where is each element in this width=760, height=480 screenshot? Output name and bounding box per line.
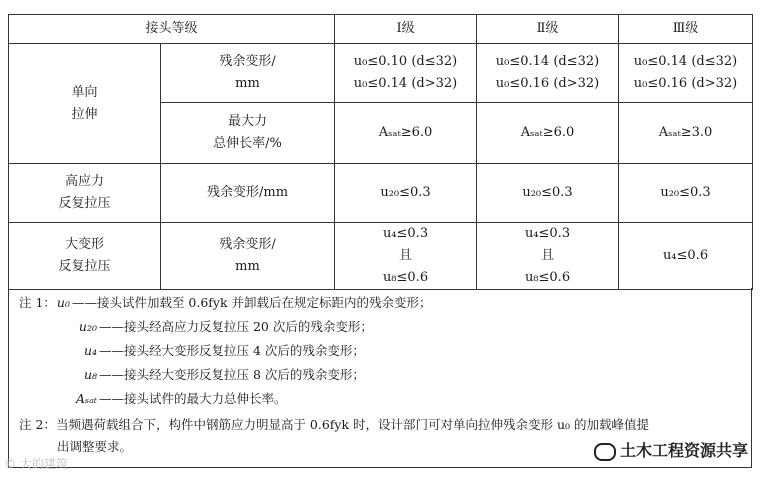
- note-2-row: [19, 416, 649, 434]
- formula: u₀≤0.14 (d≤32): [495, 54, 600, 69]
- group-uniaxial: [9, 44, 161, 164]
- label-line: 残余变形/: [219, 54, 276, 69]
- label-line: mm: [235, 76, 260, 91]
- note-row: [53, 366, 365, 384]
- group-line: 反复拉压: [58, 259, 111, 274]
- cell-residual-g3: [619, 44, 753, 103]
- note-text: ——接头经大变形反复拉压 8 次后的残余变形；: [99, 367, 365, 382]
- formula: u₀≤0.16 (d>32): [633, 76, 738, 91]
- note-2-prefix: 注 2：: [19, 417, 56, 432]
- cell-residual-g2: [477, 44, 619, 103]
- note-symbol: u₀: [56, 295, 70, 310]
- row-large-deform: [9, 223, 753, 290]
- row-uniaxial-residual: [9, 44, 753, 103]
- watermark-left: © 大的建筑: [4, 457, 68, 471]
- header-grade-3: Ⅲ级: [619, 15, 753, 44]
- header-grade-label: 接头等级: [9, 15, 335, 44]
- label-max-force: [161, 103, 335, 164]
- note-symbol: u₄: [83, 343, 97, 358]
- cell-largedeform-g2: [477, 223, 619, 290]
- watermark-right-text: 土木工程资源共享: [619, 441, 748, 460]
- cell-maxforce-g3: Aₛₐₜ≥3.0: [619, 103, 753, 164]
- formula: u₀≤0.10 (d≤32): [353, 54, 458, 69]
- row-high-stress: [9, 164, 753, 223]
- note-text: ——接头试件加载至 0.6fyk 并卸载后在规定标距内的残余变形；: [71, 295, 432, 310]
- note-symbol: u₈: [83, 367, 97, 382]
- cell-largedeform-g3: u₄≤0.6: [619, 223, 753, 290]
- group-line: 高应力: [64, 174, 104, 189]
- label-residual-deform: [161, 44, 335, 103]
- cell-highstress-g1: u₂₀≤0.3: [335, 164, 477, 223]
- note-text: ——接头经大变形反复拉压 4 次后的残余变形；: [99, 343, 365, 358]
- group-uniaxial-line: 单向: [71, 84, 98, 100]
- conjunction: 且: [541, 248, 555, 263]
- label-high-stress: 残余变形/mm: [161, 164, 335, 223]
- cell-maxforce-g1: Aₛₐₜ≥6.0: [335, 103, 477, 164]
- wechat-icon: [594, 443, 616, 461]
- formula: u₀≤0.14 (d>32): [353, 76, 458, 91]
- note-symbol: u₂₀: [78, 319, 97, 334]
- note-text: ——接头试件的最大力总伸长率。: [99, 391, 287, 406]
- note-text: ——接头经高应力反复拉压 20 次后的残余变形；: [99, 319, 373, 334]
- joint-grade-table: [8, 14, 753, 290]
- note-symbol: Aₛₐₜ: [75, 391, 97, 406]
- formula: u₈≤0.6: [524, 270, 571, 285]
- cell-residual-g1: [335, 44, 477, 103]
- group-high-stress: [9, 164, 161, 223]
- group-line: 大变形: [64, 237, 104, 252]
- conjunction: 且: [399, 248, 413, 263]
- note-row: [53, 390, 287, 408]
- header-grade-1: Ⅰ级: [335, 15, 477, 44]
- cell-maxforce-g2: Aₛₐₜ≥6.0: [477, 103, 619, 164]
- cell-highstress-g3: u₂₀≤0.3: [619, 164, 753, 223]
- label-large-deform: [161, 223, 335, 290]
- header-row: [9, 15, 753, 44]
- note-row: [53, 342, 365, 360]
- formula: u₄≤0.3: [382, 226, 429, 241]
- formula: u₀≤0.16 (d>32): [495, 76, 600, 91]
- cell-highstress-g2: u₂₀≤0.3: [477, 164, 619, 223]
- note-row: [53, 318, 373, 336]
- label-line: 残余变形/: [219, 237, 276, 252]
- spec-sheet: [8, 14, 752, 468]
- note-1-prefix: 注 1：: [19, 295, 56, 310]
- note-1-row: [19, 294, 432, 312]
- formula: u₀≤0.14 (d≤32): [633, 54, 738, 69]
- formula: u₈≤0.6: [382, 270, 429, 285]
- group-uniaxial-line: 拉伸: [71, 106, 98, 122]
- formula: u₄≤0.3: [524, 226, 571, 241]
- label-line: 最大力: [228, 114, 268, 129]
- label-line: 总伸长率/%: [213, 136, 282, 151]
- label-line: mm: [235, 259, 260, 274]
- cell-largedeform-g1: [335, 223, 477, 290]
- note-2-line-1: 当频遇荷载组合下，构件中钢筋应力明显高于 0.6fyk 时，设计部门可对单向拉伸残余变形 u₀ 的加载峰值提: [55, 417, 650, 432]
- header-grade-2: Ⅱ级: [477, 15, 619, 44]
- group-line: 反复拉压: [58, 196, 111, 211]
- watermark-right: [594, 438, 748, 461]
- note-2-continuation: 出调整要求。: [57, 439, 133, 454]
- group-large-deform: [9, 223, 161, 290]
